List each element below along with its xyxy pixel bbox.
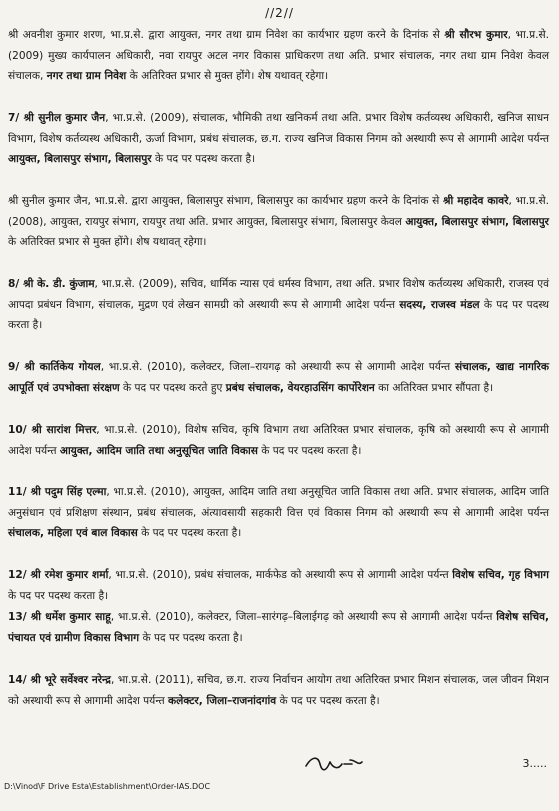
paragraph-14 <box>8 670 549 711</box>
emphasized-text: संचालक, महिला एवं बाल विकास <box>8 527 138 540</box>
body-text: के पद पर पदस्थ करता है। <box>137 527 242 540</box>
body-text: , भा.प्र.से. (2009) मुख्य कार्यपालन अधिकारी, नवा रायपुर अटल नगर विकास प्राधिकरण तथा अति. प्रभार संचालक, नगर तथा ग्राम निवेश केवल संचालक, <box>8 29 550 83</box>
body-text: के पद पर पदस्थ करता है। <box>8 589 109 602</box>
body-text: के अतिरिक्त प्रभार से मुक्त होंगे। शेष यथावत् रहेगा। <box>8 236 207 249</box>
emphasized-text: विशेष सचिव, पंचायत एवं ग्रामीण विकास विभाग <box>8 611 549 644</box>
body-text: के पद पर पदस्थ करता है। <box>276 694 380 707</box>
emphasized-text: सदस्य, राजस्व मंडल <box>399 298 480 311</box>
body-text: , भा.प्र.से. (2010), प्रबंध संचालक, मार्कफेड को अस्थायी रूप से आगामी आदेश पर्यन्त <box>108 569 453 581</box>
emphasized-text: 7/ श्री सुनील कुमार जैन <box>8 112 106 124</box>
paragraph-7-continued <box>8 191 549 253</box>
paragraph-7 <box>8 108 549 170</box>
body-text: , भा.प्र.से. (2010), कलेक्टर, जिला–सारंगढ़–बिलाईगढ़ को अस्थायी रूप से आगामी आदेश पर्यन्त <box>110 611 497 623</box>
file-path-footer: D:\Vinod\F Drive Esta\Establishment\Order-IAS.DOC <box>4 782 211 791</box>
body-text: के अतिरिक्त प्रभार से मुक्त होंगे। शेष यथावत् रहेगा। <box>126 70 329 83</box>
body-text: के पद पर पदस्थ करते हुए <box>119 381 226 394</box>
emphasized-text: श्री महादेव कावरे <box>442 195 509 207</box>
next-page-marker: 3..... <box>522 757 547 770</box>
paragraph-13 <box>8 607 549 648</box>
emphasized-text: आयुक्त, बिलासपुर संभाग, बिलासपुर <box>8 153 152 166</box>
paragraph-11 <box>8 482 549 544</box>
emphasized-text: 11/ श्री पदुम सिंह एल्मा <box>8 486 107 498</box>
body-text: , भा.प्र.से. (2010), विशेष सचिव, कृषि विभाग तथा अतिरिक्त प्रभार संचालक, कृषि को अस्थायी रूप से आगामी आदेश पर्यन्त <box>8 424 549 457</box>
emphasized-text: 12/ श्री रमेश कुमार शर्मा <box>8 569 109 581</box>
body-text: , भा.प्र.से.(2008), आयुक्त, रायपुर संभाग, रायपुर तथा अति. प्रभार आयुक्त, बिलासपुर संभाग, बिलासपुर केवल <box>8 195 550 228</box>
emphasized-text: आयुक्त, बिलासपुर संभाग, बिलासपुर <box>405 215 549 228</box>
emphasized-text: श्री सौरभ कुमार <box>444 29 508 41</box>
paragraph-10 <box>8 420 549 461</box>
body-text: , भा.प्र.से. (2010), कलेक्टर, जिला–रायगढ़ को अस्थायी रूप से आगामी आदेश पर्यन्त <box>100 361 455 373</box>
paragraph-8 <box>8 274 549 336</box>
body-text: , भा.प्र.से. (2011), सचिव, छ.ग. राज्य निर्वाचन आयोग तथा अतिरिक्त प्रभार मिशन संचालक, जल जीवन मिशन को अस्थायी रूप से आगामी आदेश पर्यन्त <box>8 674 550 707</box>
emphasized-text: 9/ श्री कार्तिकेय गोयल <box>8 361 101 373</box>
body-text: , भा.प्र.से. (2009), संचालक, भौमिकी तथा खनिकर्म तथा अति. प्रभार विशेष कर्तव्यस्थ अधिकारी, खनिज साधन विभाग, विशेष कर्तव्यस्थ अधिकारी, ऊर्जा विभाग, प्रबंध संचालक, छ.ग. राज्य खनिज विकास निगम को अस्थायी रूप से आगामी आदेश पर्यन्त <box>8 112 550 145</box>
emphasized-text: कलेक्टर, जिला–राजनांदगांव <box>168 694 277 707</box>
body-text: , भा.प्र.से. (2009), सचिव, धार्मिक न्यास एवं धर्मस्व विभाग, तथा अति. प्रभार विशेष कर्तव्यस्थ अधिकारी, राजस्व एवं आपदा प्रबंधन विभाग, संचालक, मुद्रण एवं लेखन सामग्री को अस्थायी रूप से आगामी आदेश पर्यन्त <box>8 278 549 311</box>
emphasized-text: 13/ श्री धर्मेश कुमार साहू <box>8 611 111 623</box>
paragraph-1 <box>8 25 549 87</box>
body-text: का अतिरिक्त प्रभार सौंपता है। <box>374 381 494 394</box>
emphasized-text: 8/ श्री के. डी. कुंजाम <box>8 278 95 290</box>
signature-mark <box>300 750 370 778</box>
emphasized-text: 10/ श्री सारांश मित्तर <box>8 424 97 436</box>
emphasized-text: प्रबंध संचालक, वेयरहाउसिंग कार्पोरेशन <box>225 381 375 394</box>
paragraph-12 <box>8 565 549 606</box>
paragraph-9 <box>8 357 549 398</box>
body-text: श्री अवनीश कुमार शरण, भा.प्र.से. द्वारा आयुक्त, नगर तथा ग्राम निवेश का कार्यभार ग्रहण करने के दिनांक से <box>8 29 445 41</box>
body-text: के पद पर पदस्थ करता है। <box>139 631 243 644</box>
body-text: श्री सुनील कुमार जैन, भा.प्र.से. द्वारा आयुक्त, बिलासपुर संभाग, बिलासपुर का कार्यभार ग्रहण करने के दिनांक से <box>8 195 443 207</box>
body-text: के पद पर पदस्थ करता है। <box>257 444 362 457</box>
emphasized-text: 14/ श्री भूरे सर्वेश्वर नरेन्द्र <box>8 674 111 686</box>
emphasized-text: नगर तथा ग्राम निवेश <box>46 70 127 83</box>
body-text: के पद पर पदस्थ करता है। <box>8 298 550 332</box>
body-text: , भा.प्र.से. (2010), आयुक्त, आदिम जाति तथा अनुसूचित जाति विकास तथा अति. प्रभार संचालक, आदिम जाति अनुसंधान एवं प्रशिक्षण संस्थान, प्रबंध संचालक, अंत्यावसायी सहकारी वित्त एवं विकास निगम को अस्थायी रूप से आगामी आदेश पर्यन्त <box>8 486 549 519</box>
emphasized-text: विशेष सचिव, गृह विभाग <box>452 569 550 581</box>
emphasized-text: संचालक, खाद्य नागरिक आपूर्ति एवं उपभोक्ता संरक्षण <box>8 361 549 394</box>
emphasized-text: आयुक्त, आदिम जाति तथा अनुसूचित जाति विकास <box>59 444 258 457</box>
body-text: के पद पर पदस्थ करता है। <box>151 153 256 166</box>
page-number: //2// <box>265 6 294 20</box>
